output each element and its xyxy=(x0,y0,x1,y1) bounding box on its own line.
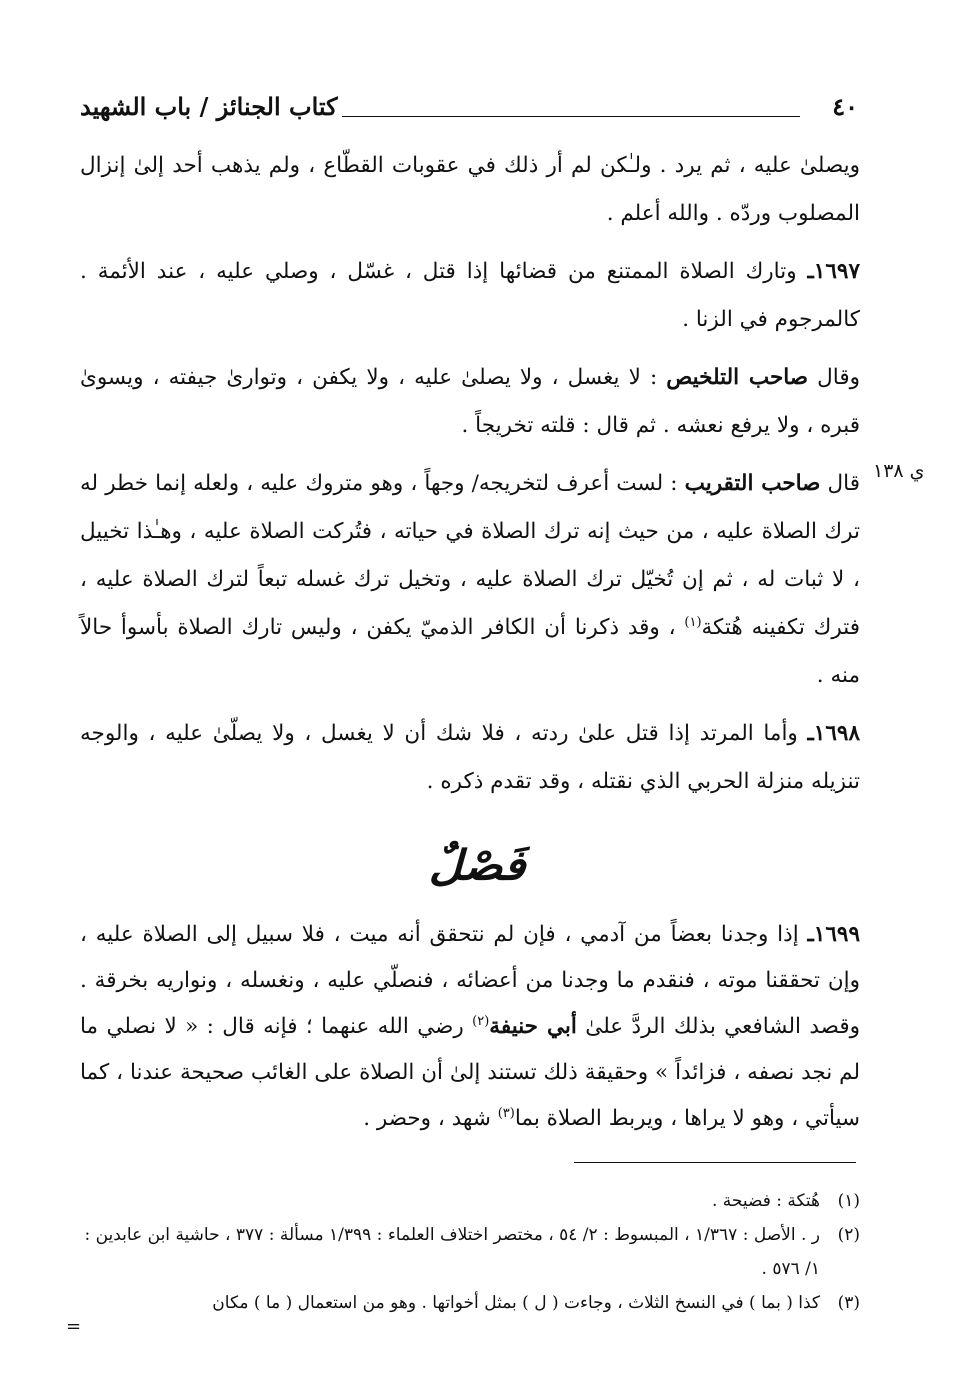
footnote-ref[interactable]: (٢) xyxy=(472,1013,490,1029)
page-number: ٤٠ xyxy=(832,92,858,121)
paragraph-text-tail: ، وقد ذكرنا أن الكافر الذميّ يكفن ، وليس تارك الصلاة بأسوأ حالاً منه . xyxy=(80,615,860,688)
page-header xyxy=(80,92,858,132)
footnote-text: كذا ( بما ) في النسخ الثلاث ، وجاءت ( ل ) بمثل أخواتها . وهو من استعمال ( ما ) مكان xyxy=(212,1293,820,1313)
paragraph-number: ١٦٩٩ـ xyxy=(807,922,860,947)
footnote-text: هُتكة : فضيحة . xyxy=(711,1191,820,1211)
footnote-text: ر . الأصل : ١/٣٦٧ ، المبسوط : ٢/ ٥٤ ، مختصر اختلاف العلماء : ١/٣٩٩ مسألة : ٣٧٧ ، حاشية ابن عابدين : ١/ ٥٧٦ . xyxy=(84,1225,820,1279)
paragraph-talkhis xyxy=(80,354,860,450)
paragraph-1698 xyxy=(80,710,860,806)
paragraph-text: ويصلىٰ عليه ، ثم يرد . ولـٰكن لم أر ذلك في عقوبات القطّاع ، ولم يذهب أحد إلىٰ إنزال المصلوب وردّه . والله أعلم . xyxy=(80,153,860,226)
footnote-mark: (٢) xyxy=(837,1225,860,1245)
cited-author: صاحب التقريب xyxy=(684,471,821,496)
paragraph-1699 xyxy=(80,912,860,1142)
paragraph-lead: قال xyxy=(820,471,860,496)
footnote-mark: (١) xyxy=(837,1191,860,1211)
footnotes xyxy=(74,1184,860,1320)
main-text xyxy=(80,142,860,816)
footnote-3 xyxy=(74,1286,860,1320)
paragraph-continuation xyxy=(80,142,860,238)
header-rule xyxy=(342,116,800,117)
footnote-2 xyxy=(74,1218,860,1286)
footnote-ref[interactable]: (١) xyxy=(684,614,702,630)
paragraph-text: رضي الله عنهما ؛ فإنه قال : « لا نصلي ما لم نجد نصفه ، فزائداً » وحقيقة ذلك تستند إلىٰ أن الصلاة على الغائب صحيحة عندنا ، كما سيأتي ، وهو لا يراها ، ويربط الصلاة بما xyxy=(80,1014,860,1131)
paragraph-number: ١٦٩٧ـ xyxy=(807,259,860,284)
cited-author: صاحب التلخيص xyxy=(666,365,809,390)
running-title: كتاب الجنائز / باب الشهيد xyxy=(80,92,338,121)
footnote-1 xyxy=(74,1184,860,1218)
cited-author: أبي حنيفة xyxy=(489,1014,577,1039)
paragraph-text: إذا وجدنا بعضاً من آدمي ، فإن لم نتحقق أنه ميت ، فلا سبيل إلى الصلاة عليه ، وإن تحققنا موته ، فنقدم ما وجدنا من أعضائه ، فنصلّي عليه ، ونغسله ، ونواريه بخرقة . وقصد الشافعي بذلك الردَّ علىٰ xyxy=(80,922,860,1039)
paragraph-text: : لا يغسل ، ولا يصلىٰ عليه ، ولا يكفن ، وتوارىٰ جيفته ، ويسوىٰ قبره ، ولا يرفع نعشه . ثم قال : قلته تخريجاً . xyxy=(80,365,860,438)
section-text xyxy=(80,912,860,1152)
section-heading-wrap xyxy=(0,838,954,892)
paragraph-number: ١٦٩٨ـ xyxy=(807,721,860,746)
paragraph-text: : لست أعرف لتخريجه/ وجهاً ، وهو متروك عليه ، ولعله إنما خطر له ترك الصلاة عليه ، من حيث إنه ترك الصلاة في حياته ، فتُركت الصلاة عليه ، وهـٰذا تخييل ، لا ثبات له ، ثم إن تُخيّل ترك الصلاة عليه ، وتخيل ترك غسله تبعاً لترك الصلاة عليه ، فترك تكفينه هُتكة xyxy=(80,471,860,640)
paragraph-text: وتارك الصلاة الممتنع من قضائها إذا قتل ، غسّل ، وصلي عليه ، عند الأئمة . كالمرجوم في الزنا . xyxy=(80,259,860,332)
continuation-mark: = xyxy=(66,1316,82,1337)
footnote-rule xyxy=(574,1162,856,1163)
paragraph-text: وأما المرتد إذا قتل علىٰ ردته ، فلا شك أن لا يغسل ، ولا يصلّىٰ عليه ، والوجه تنزيله منزلة الحربي الذي نقتله ، وقد تقدم ذكره . xyxy=(80,721,860,794)
margin-note: ي ١٣٨ xyxy=(873,460,925,482)
paragraph-text: شهد ، وحضر . xyxy=(363,1106,498,1131)
paragraph-1697 xyxy=(80,248,860,344)
footnote-ref[interactable]: (٣) xyxy=(497,1105,515,1121)
footnote-mark: (٣) xyxy=(837,1293,860,1313)
section-heading: فَصْلٌ xyxy=(428,840,526,890)
paragraph-lead: وقال xyxy=(808,365,861,390)
paragraph-taqrib xyxy=(80,460,860,700)
